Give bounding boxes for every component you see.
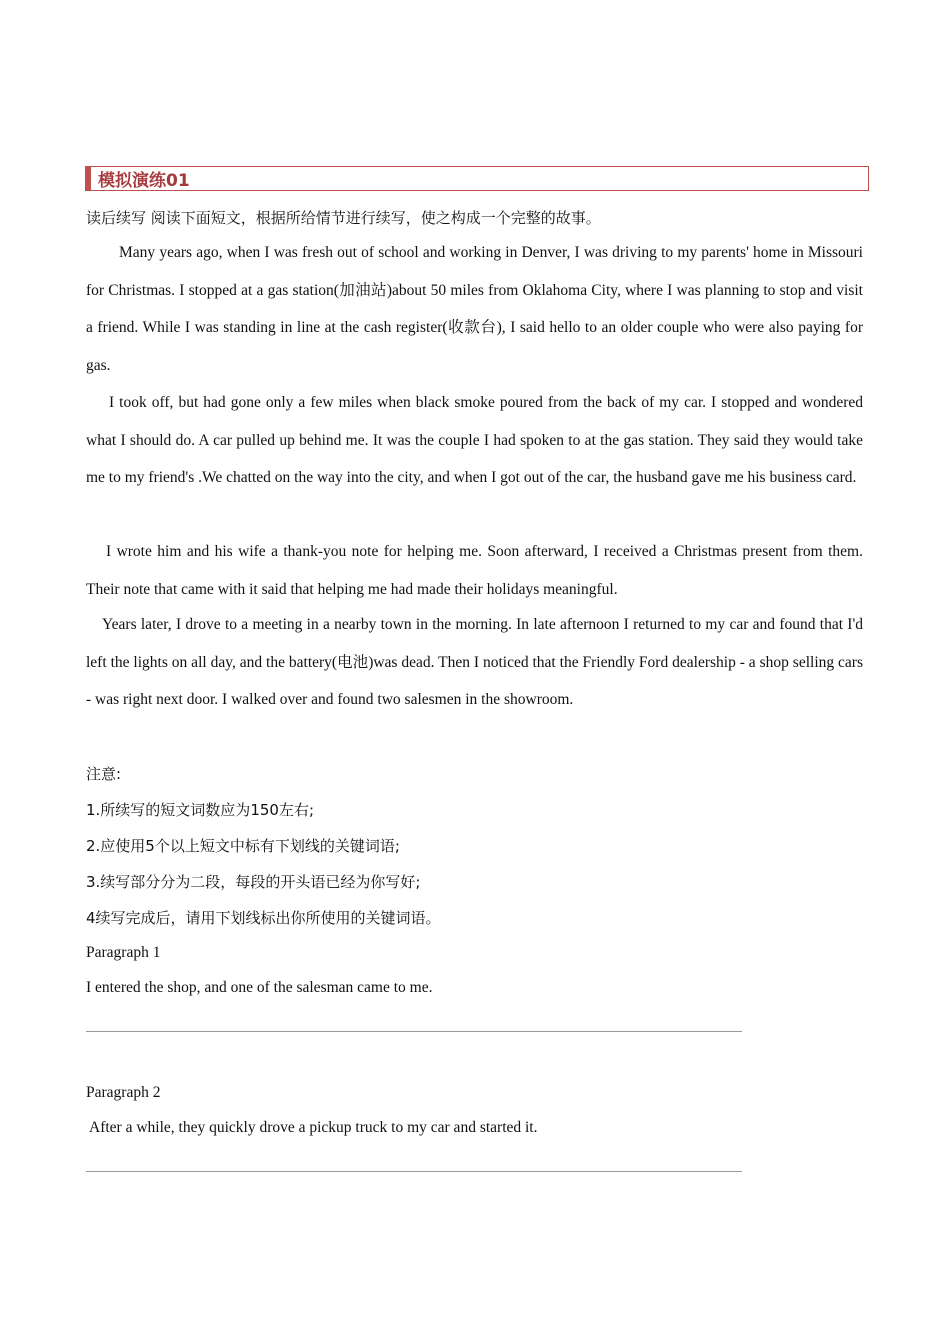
- section-header: [85, 166, 869, 191]
- section-accent-bar: [86, 167, 91, 190]
- writing-line: [86, 1171, 742, 1172]
- writing-line: [86, 1031, 742, 1032]
- story-paragraph-3: I wrote him and his wife a thank-you note for helping me. Soon afterward, I received a Christmas present from them. Their note that came with it said that helping me had made their holidays meaningful.: [86, 543, 863, 598]
- paragraph-2-opening: After a while, they quickly drove a pickup truck to my car and started it.: [89, 1119, 538, 1136]
- story-paragraph-1: Many years ago, when I was fresh out of school and working in Denver, I was driving to my parents' home in Missouri for Christmas. I stopped at a gas station(加油站)about 50 miles from Oklahoma City, where I was planning to stop and visit a friend. While I was standing in line at the cash register(收款台), I said hello to an older couple who were also paying for gas.: [86, 244, 863, 375]
- note-item: 2.应使用5个以上短文中标有下划线的关键词语;: [86, 837, 400, 855]
- paragraph-2-label: Paragraph 2: [86, 1084, 161, 1101]
- story-paragraph-4: Years later, I drove to a meeting in a nearby town in the morning. In late afternoon I returned to my car and found that I'd left the lights on all day, and the battery(电池)was dead. Then I noticed that the Friendly Ford dealership - a shop selling cars - was right next door. I walked over and found two salesmen in the showroom.: [86, 616, 863, 709]
- paragraph-1-label: Paragraph 1: [86, 944, 161, 961]
- section-title: 模拟演练01: [98, 171, 190, 191]
- notes-heading: 注意:: [86, 765, 122, 783]
- instruction: 读后续写 阅读下面短文，根据所给情节进行续写，使之构成一个完整的故事。: [86, 209, 601, 227]
- note-item: 1.所续写的短文词数应为150左右;: [86, 801, 314, 819]
- note-item: 3.续写部分分为二段，每段的开头语已经为你写好;: [86, 873, 421, 891]
- note-item: 4续写完成后，请用下划线标出你所使用的关键词语。: [86, 909, 441, 927]
- story-paragraph-2: I took off, but had gone only a few miles when black smoke poured from the back of my car. I stopped and wondered what I should do. A car pulled up behind me. It was the couple I had spoken to at the gas station. They said they would take me to my friend's .We chatted on the way into the city, and when I got out of the car, the husband gave me his business card.: [86, 394, 863, 487]
- paragraph-1-opening: I entered the shop, and one of the salesman came to me.: [86, 979, 433, 996]
